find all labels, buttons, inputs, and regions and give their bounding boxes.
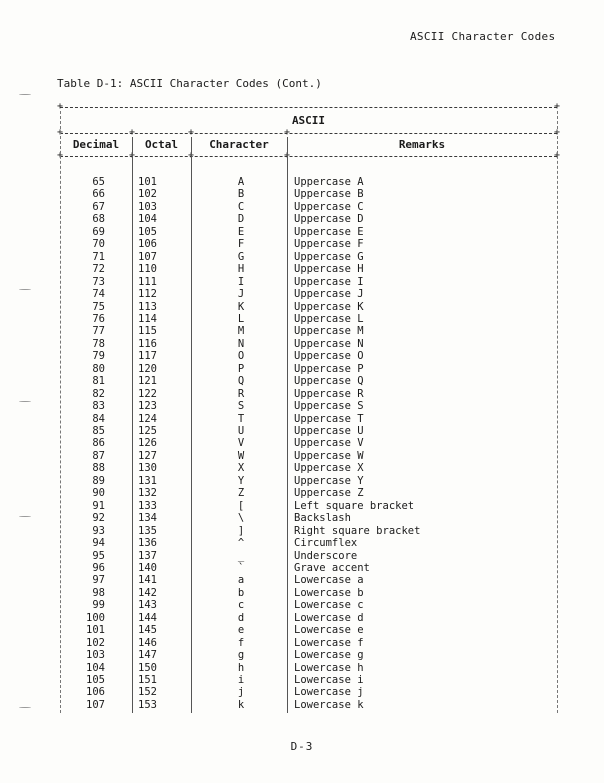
decimal-cell: 97	[92, 574, 105, 587]
octal-cell: 124	[138, 412, 157, 425]
remarks-cell: Lowercase b	[294, 586, 364, 599]
decimal-cell: 104	[86, 661, 105, 674]
remarks-cell: Lowercase d	[294, 611, 364, 624]
decimal-cell: 67	[92, 200, 105, 213]
remarks-cell: Lowercase k	[294, 698, 364, 711]
octal-cell: 131	[138, 474, 157, 487]
table-row	[60, 686, 557, 698]
decimal-cell: 91	[92, 499, 105, 512]
octal-cell: 142	[138, 586, 157, 599]
octal-cell: 125	[138, 425, 157, 437]
table-row	[60, 550, 557, 562]
character-cell: a	[237, 574, 245, 587]
octal-cell: 137	[138, 549, 157, 562]
character-cell: Y	[237, 474, 245, 487]
decimal-cell: 65	[92, 176, 105, 188]
table-row	[60, 313, 557, 325]
remarks-cell: Uppercase Z	[294, 487, 364, 500]
decimal-cell: 102	[86, 636, 105, 649]
table-row	[60, 525, 557, 537]
octal-cell: 117	[138, 350, 157, 363]
decimal-cell: 75	[92, 300, 105, 313]
decimal-cell: 105	[86, 674, 105, 686]
character-cell: T	[237, 412, 245, 425]
table-row	[60, 649, 557, 661]
remarks-cell: Uppercase Y	[294, 474, 364, 487]
octal-cell: 153	[138, 698, 157, 711]
decimal-cell: 68	[92, 213, 105, 226]
table-row	[60, 325, 557, 337]
table-row	[60, 587, 557, 599]
octal-cell: 136	[138, 537, 157, 550]
decimal-cell: 89	[92, 474, 105, 487]
decimal-cell: 93	[92, 524, 105, 537]
remarks-cell: Grave accent	[294, 561, 370, 574]
octal-cell: 105	[138, 225, 157, 238]
character-cell: [	[237, 499, 245, 512]
table-row	[60, 425, 557, 437]
character-cell: h	[237, 661, 245, 674]
octal-cell: 146	[138, 636, 157, 649]
remarks-cell: Lowercase g	[294, 649, 364, 662]
decimal-cell: 78	[92, 337, 105, 350]
remarks-cell: Uppercase I	[294, 275, 364, 288]
octal-cell: 133	[138, 499, 157, 512]
table-row	[60, 450, 557, 462]
octal-cell: 122	[138, 387, 157, 400]
table-row	[60, 338, 557, 350]
character-cell: C	[237, 200, 245, 213]
remarks-cell: Lowercase h	[294, 661, 364, 674]
remarks-cell: Uppercase Q	[294, 375, 364, 388]
octal-cell: 126	[138, 437, 157, 450]
character-cell: M	[237, 325, 245, 338]
remarks-cell: Uppercase U	[294, 425, 364, 437]
character-cell: Z	[237, 487, 245, 500]
octal-cell: 151	[138, 674, 157, 686]
table-row	[60, 350, 557, 362]
remarks-cell: Uppercase J	[294, 288, 364, 301]
character-cell: `	[237, 561, 245, 574]
decimal-cell: 86	[92, 437, 105, 450]
octal-cell: 134	[138, 512, 157, 525]
remarks-cell: Uppercase S	[294, 400, 364, 413]
octal-cell: 113	[138, 300, 157, 313]
octal-cell: 147	[138, 649, 157, 662]
remarks-cell: Uppercase D	[294, 213, 364, 226]
table-row	[60, 213, 557, 225]
decimal-cell: 103	[86, 649, 105, 662]
decimal-cell: 106	[86, 686, 105, 699]
remarks-cell: Left square bracket	[294, 499, 415, 512]
table-row	[60, 462, 557, 474]
decimal-cell: 74	[92, 288, 105, 301]
decimal-cell: 100	[86, 611, 105, 624]
remarks-cell: Uppercase K	[294, 300, 364, 313]
intersection-plus: +	[56, 127, 64, 138]
table-row	[60, 251, 557, 263]
character-cell: O	[237, 350, 245, 363]
decimal-cell: 88	[92, 462, 105, 475]
decimal-cell: 72	[92, 263, 105, 276]
margin-mark	[19, 94, 31, 95]
remarks-cell: Uppercase C	[294, 200, 364, 213]
octal-cell: 145	[138, 624, 157, 637]
remarks-cell: Uppercase F	[294, 238, 364, 251]
remarks-cell: Uppercase M	[294, 325, 364, 338]
margin-mark	[19, 289, 31, 290]
remarks-cell: Lowercase j	[294, 686, 364, 699]
remarks-cell: Uppercase L	[294, 312, 364, 325]
decimal-cell: 79	[92, 350, 105, 363]
table-caption: Table D-1: ASCII Character Codes (Cont.)	[57, 77, 322, 90]
character-cell: d	[237, 611, 245, 624]
remarks-cell: Uppercase X	[294, 462, 364, 475]
character-cell: _	[237, 549, 245, 562]
character-cell: B	[237, 188, 245, 201]
decimal-cell: 90	[92, 487, 105, 500]
intersection-plus: +	[128, 127, 136, 138]
character-cell: G	[237, 250, 245, 263]
column-header-decimal: Decimal	[72, 138, 120, 151]
table-row	[60, 413, 557, 425]
column-header-octal: Octal	[144, 138, 179, 151]
character-cell: D	[237, 213, 245, 226]
table-row	[60, 612, 557, 624]
decimal-cell: 71	[92, 250, 105, 263]
remarks-cell: Uppercase A	[294, 176, 364, 188]
decimal-cell: 66	[92, 188, 105, 201]
table-top-rule	[60, 107, 557, 108]
character-cell: e	[237, 624, 245, 637]
character-cell: V	[237, 437, 245, 450]
intersection-plus: +	[56, 150, 64, 161]
table-row	[60, 226, 557, 238]
right-border	[557, 111, 558, 713]
decimal-cell: 96	[92, 561, 105, 574]
decimal-cell: 92	[92, 512, 105, 525]
character-cell: W	[237, 449, 245, 462]
remarks-cell: Uppercase V	[294, 437, 364, 450]
character-cell: R	[237, 387, 245, 400]
intersection-plus: +	[187, 150, 195, 161]
octal-cell: 112	[138, 288, 157, 301]
intersection-plus: +	[553, 127, 561, 138]
table-row	[60, 500, 557, 512]
character-cell: X	[237, 462, 245, 475]
table-row	[60, 574, 557, 586]
running-head: ASCII Character Codes	[410, 30, 556, 43]
octal-cell: 101	[138, 176, 157, 188]
intersection-plus: +	[283, 127, 291, 138]
decimal-cell: 69	[92, 225, 105, 238]
remarks-cell: Uppercase P	[294, 362, 364, 375]
corner-plus: +	[553, 101, 561, 112]
decimal-cell: 98	[92, 586, 105, 599]
octal-cell: 144	[138, 611, 157, 624]
decimal-cell: 84	[92, 412, 105, 425]
remarks-cell: Lowercase a	[294, 574, 364, 587]
character-cell: P	[237, 362, 245, 375]
table-row	[60, 363, 557, 375]
table-row	[60, 288, 557, 300]
octal-cell: 130	[138, 462, 157, 475]
decimal-cell: 101	[86, 624, 105, 637]
table-row	[60, 537, 557, 549]
margin-mark	[19, 516, 31, 517]
octal-cell: 106	[138, 238, 157, 251]
octal-cell: 123	[138, 400, 157, 413]
decimal-cell: 77	[92, 325, 105, 338]
octal-cell: 127	[138, 449, 157, 462]
remarks-cell: Circumflex	[294, 537, 358, 550]
character-cell: J	[237, 288, 245, 301]
octal-cell: 143	[138, 599, 157, 612]
remarks-cell: Lowercase c	[294, 599, 364, 612]
table-row	[60, 276, 557, 288]
character-cell: L	[237, 312, 245, 325]
octal-cell: 121	[138, 375, 157, 388]
table-row	[60, 487, 557, 499]
character-cell: ^	[237, 537, 245, 550]
table-row	[60, 400, 557, 412]
character-cell: \	[237, 512, 245, 525]
ascii-table	[56, 101, 561, 713]
octal-cell: 150	[138, 661, 157, 674]
octal-cell: 141	[138, 574, 157, 587]
table-row	[60, 674, 557, 686]
decimal-cell: 80	[92, 362, 105, 375]
table-row	[60, 388, 557, 400]
octal-cell: 114	[138, 312, 157, 325]
remarks-cell: Uppercase B	[294, 188, 364, 201]
remarks-cell: Lowercase e	[294, 624, 364, 637]
character-cell: i	[237, 674, 245, 686]
table-row	[60, 238, 557, 250]
table-row	[60, 437, 557, 449]
octal-cell: 120	[138, 362, 157, 375]
character-cell: A	[237, 176, 245, 188]
remarks-cell: Uppercase W	[294, 449, 364, 462]
margin-mark	[19, 707, 31, 708]
decimal-cell: 83	[92, 400, 105, 413]
decimal-cell: 95	[92, 549, 105, 562]
table-row	[60, 662, 557, 674]
intersection-plus: +	[553, 150, 561, 161]
decimal-cell: 73	[92, 275, 105, 288]
character-cell: K	[237, 300, 245, 313]
table-row	[60, 699, 557, 711]
character-cell: g	[237, 649, 245, 662]
table-row	[60, 512, 557, 524]
table-row	[60, 562, 557, 574]
intersection-plus: +	[283, 150, 291, 161]
group-header: ASCII	[291, 114, 326, 127]
octal-cell: 140	[138, 561, 157, 574]
character-cell: S	[237, 400, 245, 413]
character-cell: U	[237, 425, 245, 437]
octal-cell: 110	[138, 263, 157, 276]
table-row	[60, 637, 557, 649]
character-cell: k	[237, 698, 245, 711]
column-header-remarks: Remarks	[398, 138, 446, 151]
remarks-cell: Lowercase i	[294, 674, 364, 686]
decimal-cell: 76	[92, 312, 105, 325]
octal-cell: 115	[138, 325, 157, 338]
remarks-cell: Uppercase E	[294, 225, 364, 238]
decimal-cell: 94	[92, 537, 105, 550]
character-cell: f	[237, 636, 245, 649]
character-cell: j	[237, 686, 245, 699]
table-row	[60, 475, 557, 487]
character-cell: ]	[237, 524, 245, 537]
remarks-cell: Backslash	[294, 512, 351, 525]
decimal-cell: 107	[86, 698, 105, 711]
decimal-cell: 85	[92, 425, 105, 437]
remarks-cell: Right square bracket	[294, 524, 421, 537]
octal-cell: 111	[138, 275, 157, 288]
remarks-cell: Uppercase N	[294, 337, 364, 350]
decimal-cell: 99	[92, 599, 105, 612]
table-row	[60, 624, 557, 636]
table-row	[60, 201, 557, 213]
table-row	[60, 301, 557, 313]
octal-cell: 104	[138, 213, 157, 226]
decimal-cell: 82	[92, 387, 105, 400]
table-row	[60, 263, 557, 275]
table-row	[60, 599, 557, 611]
octal-cell: 152	[138, 686, 157, 699]
table-row	[60, 375, 557, 387]
page-number: D-3	[290, 740, 314, 753]
character-cell: b	[237, 586, 245, 599]
intersection-plus: +	[187, 127, 195, 138]
octal-cell: 102	[138, 188, 157, 201]
character-cell: H	[237, 263, 245, 276]
remarks-cell: Lowercase f	[294, 636, 364, 649]
character-cell: I	[237, 275, 245, 288]
decimal-cell: 87	[92, 449, 105, 462]
table-row	[60, 176, 557, 188]
remarks-cell: Uppercase T	[294, 412, 364, 425]
column-header-character: Character	[209, 138, 269, 151]
margin-mark	[19, 401, 31, 402]
octal-cell: 107	[138, 250, 157, 263]
character-cell: E	[237, 225, 245, 238]
table-row	[60, 188, 557, 200]
intersection-plus: +	[128, 150, 136, 161]
decimal-cell: 81	[92, 375, 105, 388]
remarks-cell: Uppercase G	[294, 250, 364, 263]
decimal-cell: 70	[92, 238, 105, 251]
character-cell: F	[237, 238, 245, 251]
remarks-cell: Uppercase O	[294, 350, 364, 363]
octal-cell: 135	[138, 524, 157, 537]
remarks-cell: Uppercase H	[294, 263, 364, 276]
corner-plus: +	[56, 101, 64, 112]
remarks-cell: Uppercase R	[294, 387, 364, 400]
octal-cell: 116	[138, 337, 157, 350]
remarks-cell: Underscore	[294, 549, 358, 562]
octal-cell: 103	[138, 200, 157, 213]
character-cell: Q	[237, 375, 245, 388]
octal-cell: 132	[138, 487, 157, 500]
character-cell: c	[237, 599, 245, 612]
character-cell: N	[237, 337, 245, 350]
